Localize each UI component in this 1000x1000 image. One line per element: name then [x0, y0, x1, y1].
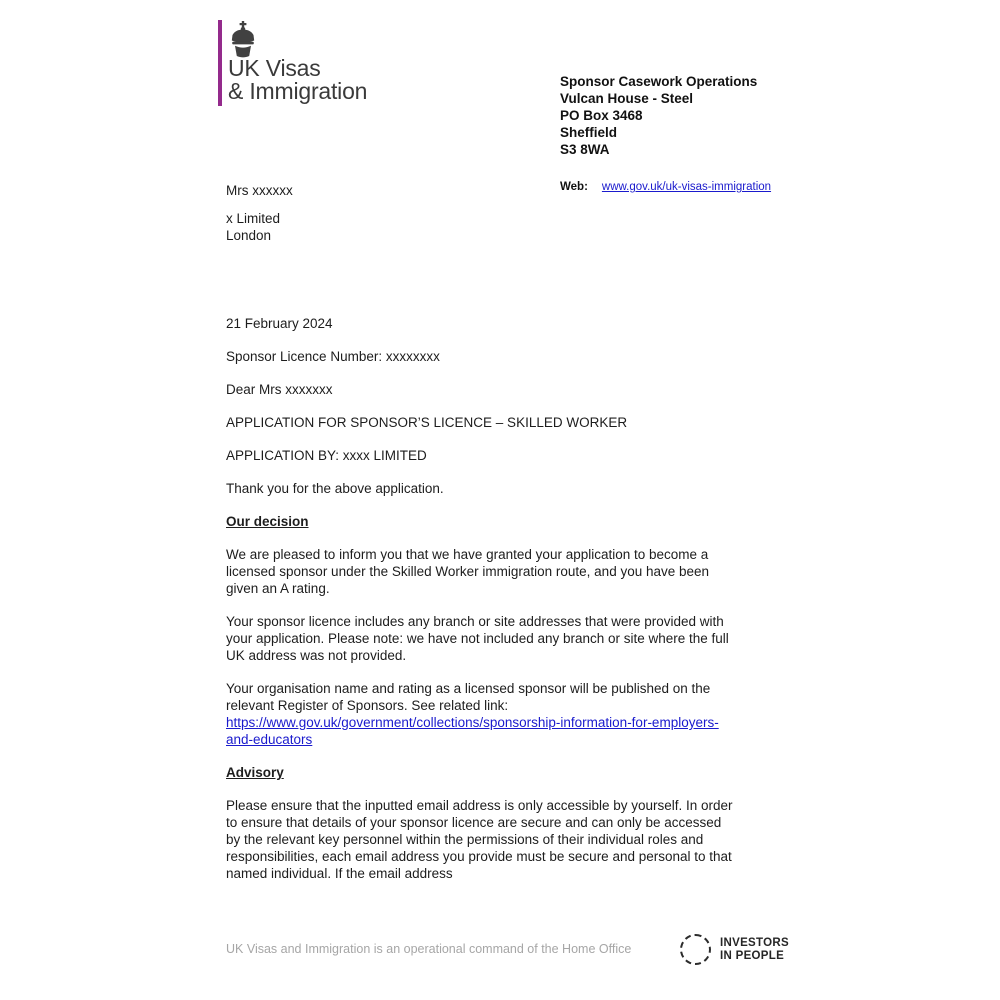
investors-in-people-logo — [680, 934, 789, 965]
letter-date: 21 February 2024 — [226, 316, 333, 331]
brand-bar — [218, 20, 222, 106]
salutation: Dear Mrs xxxxxxx — [226, 382, 333, 397]
recipient-address — [226, 182, 293, 244]
laurel-wreath-icon — [680, 934, 711, 965]
iip-line1: INVESTORS — [720, 936, 789, 949]
brand-line2: & Immigration — [228, 78, 368, 104]
advisory-heading: Advisory — [226, 765, 284, 780]
web-link[interactable]: www.gov.uk/uk-visas-immigration — [601, 181, 772, 193]
iip-wordmark — [720, 937, 789, 963]
brand-line1: UK Visas — [228, 55, 321, 81]
web-label: Web: — [560, 181, 588, 193]
decision-paragraph-3-text: Your organisation name and rating as a licensed sponsor will be published on the relevant Register of Sponsors. See related link: — [226, 681, 711, 713]
web-line — [560, 180, 771, 194]
decision-paragraph-2: Your sponsor licence includes any branch or site addresses that were provided with your application. Please note: we have not included any branch or site where the full UK address was not provided. — [226, 614, 729, 663]
decision-heading: Our decision — [226, 514, 309, 529]
brand-wordmark — [228, 57, 367, 103]
subject-line-2: APPLICATION BY: xxxx LIMITED — [226, 448, 427, 463]
crown-icon — [230, 21, 256, 58]
decision-paragraph-3 — [226, 680, 800, 748]
recipient-name: Mrs xxxxxx — [226, 183, 293, 198]
decision-paragraph-1: We are pleased to inform you that we have granted your application to become a licensed sponsor under the Skilled Worker immigration route, and you have been given an A rating. — [226, 547, 710, 596]
footer-disclaimer: UK Visas and Immigration is an operational command of the Home Office — [226, 942, 632, 956]
office-address: Sponsor Casework Operations Vulcan House - Steel PO Box 3468 Sheffield S3 8WA — [560, 74, 758, 157]
recipient-lines: x Limited London — [226, 211, 281, 243]
advisory-paragraph-1: Please ensure that the inputted email address is only accessible by yourself. In order to ensure that details of your sponsor licence are secure and can only be accessed by the relevant key personnel within the permissions of their individual roles and responsibilities, each email address you provide must be secure and personal to that named individual. If the email address — [226, 798, 733, 881]
register-of-sponsors-link[interactable]: https://www.gov.uk/government/collections/sponsorship-information-for-employers- and-educators — [226, 715, 719, 747]
letter-body — [226, 315, 800, 898]
subject-line-1: APPLICATION FOR SPONSOR’S LICENCE – SKILLED WORKER — [226, 415, 628, 430]
thanks-line: Thank you for the above application. — [226, 481, 444, 496]
iip-line2: IN PEOPLE — [720, 949, 785, 962]
licence-number-line: Sponsor Licence Number: xxxxxxxx — [226, 349, 440, 364]
